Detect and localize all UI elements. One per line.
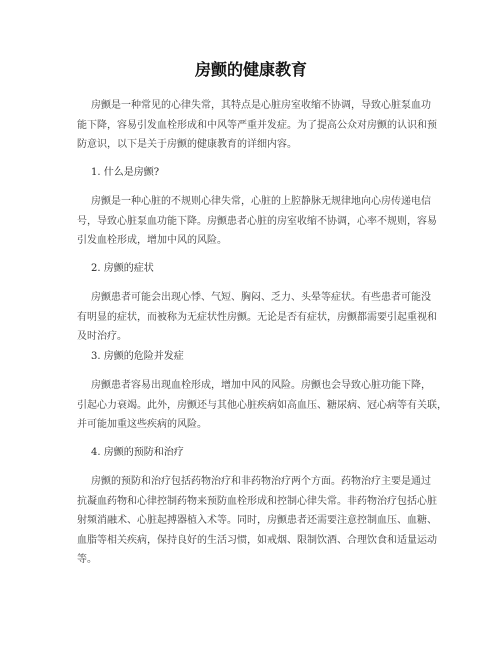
paragraph-line: 并可能加重这些疾病的风险。 <box>77 419 207 431</box>
section-paragraph <box>77 288 437 347</box>
paragraph-line: 及时治疗。 <box>77 331 127 343</box>
paragraph-line: 房颤患者可能会出现心悸、气短、胸闷、乏力、头晕等症状。有些患者可能没 <box>91 292 431 303</box>
document-title: 房颤的健康教育 <box>194 60 307 79</box>
paragraph-line: 抗凝血药物和心律控制药物来预防血栓形成和控制心律失常。非药物治疗包括心脏 <box>77 495 437 507</box>
paragraph-line: 号，导致心脏泵血功能下降。房颤患者心脏的房室收缩不协调，心率不规则，容易 <box>77 215 437 227</box>
paragraph-line: 房颤是一种心脏的不规则心律失常，心脏的上腔静脉无规律地向心房传递电信 <box>91 196 431 207</box>
section-paragraph <box>77 472 437 570</box>
intro-paragraph <box>77 96 437 155</box>
paragraph-line: 等。 <box>77 554 97 566</box>
section-heading: 3. 房颤的危险并发症 <box>91 351 184 362</box>
paragraph-line: 引发血栓形成，增加中风的风险。 <box>77 235 227 247</box>
paragraph-line: 房颤的预防和治疗包括药物治疗和非药物治疗两个方面。药物治疗主要是通过 <box>91 476 431 487</box>
paragraph-line: 房颤是一种常见的心律失常，其特点是心脏房室收缩不协调，导致心脏泵血功 <box>91 100 431 111</box>
paragraph-line: 有明显的症状，而被称为无症状性房颤。无论是否有症状，房颤都需要引起重视和 <box>77 311 437 323</box>
paragraph-line: 血脂等相关疾病，保持良好的生活习惯，如戒烟、限制饮酒、合理饮食和适量运动 <box>77 534 437 546</box>
section-heading: 4. 房颤的预防和治疗 <box>91 447 184 458</box>
paragraph-line: 房颤患者容易出现血栓形成，增加中风的风险。房颤也会导致心脏功能下降， <box>91 380 431 391</box>
section-paragraph <box>77 192 437 251</box>
paragraph-line: 能下降，容易引发血栓形成和中风等严重并发症。为了提高公众对房颤的认识和预 <box>77 119 437 131</box>
paragraph-line: 防意识，以下是关于房颤的健康教育的详细内容。 <box>77 139 297 151</box>
paragraph-line: 射频消融术、心脏起搏器植入术等。同时，房颤患者还需要注意控制血压、血糖、 <box>77 515 437 527</box>
section-heading: 2. 房颤的症状 <box>91 263 154 274</box>
section-paragraph <box>77 376 447 435</box>
section-heading: 1. 什么是房颤? <box>91 167 160 178</box>
paragraph-line: 引起心力衰竭。此外，房颤还与其他心脏疾病如高血压、糖尿病、冠心病等有关联， <box>77 399 447 411</box>
